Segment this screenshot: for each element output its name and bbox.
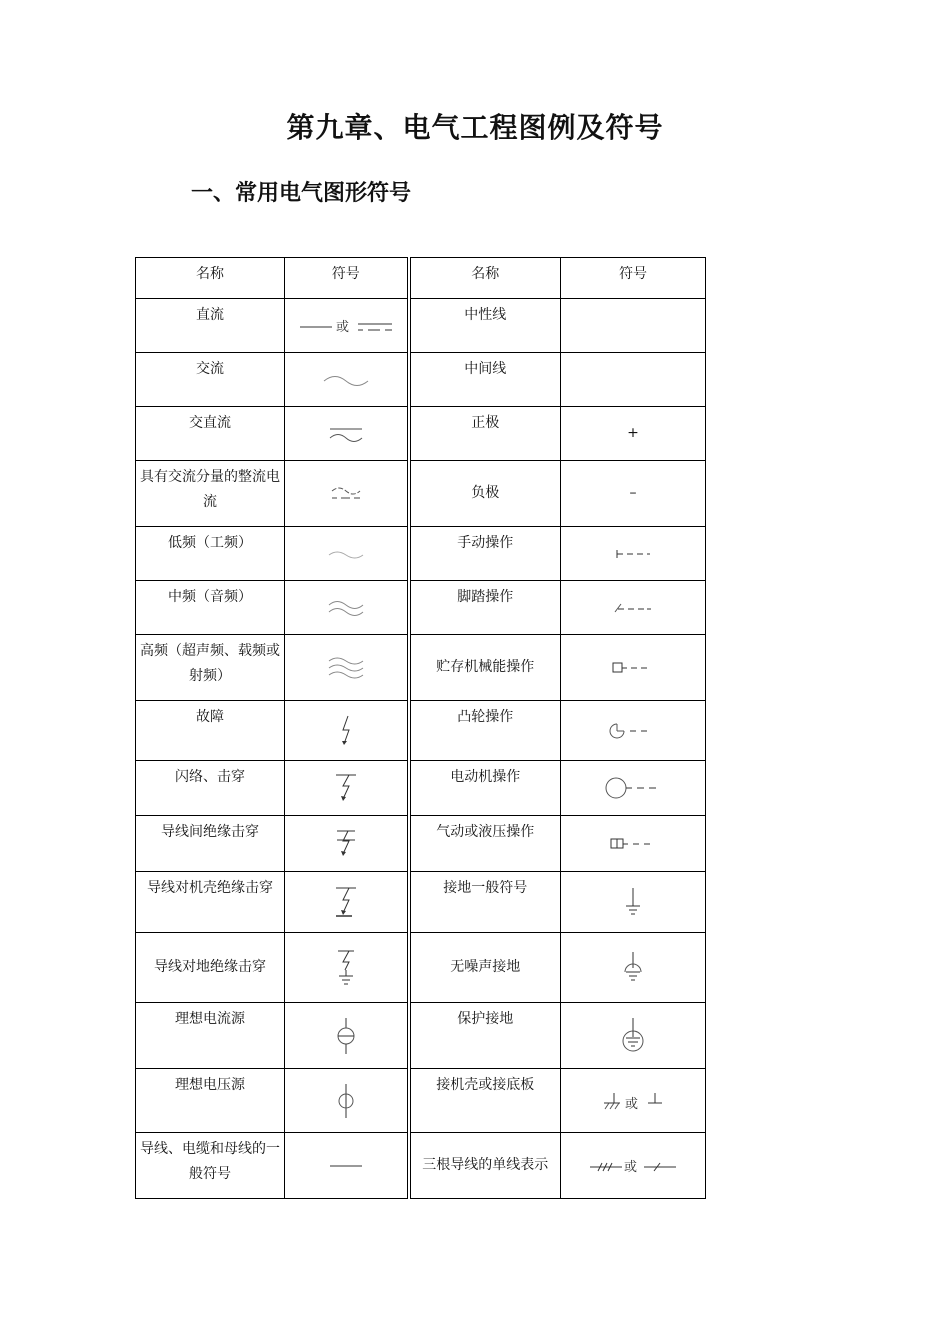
row-name: 导线、电缆和母线的一般符号 bbox=[136, 1133, 285, 1199]
table-row bbox=[136, 1003, 706, 1069]
symbol-cell bbox=[285, 581, 409, 635]
row-name: 电动机操作 bbox=[409, 761, 561, 816]
fault-symbol bbox=[336, 714, 356, 748]
row-name: 无噪声接地 bbox=[409, 933, 561, 1003]
symbol-cell bbox=[285, 1133, 409, 1199]
conductor-general-symbol bbox=[328, 1159, 364, 1173]
row-name: 正极 bbox=[409, 407, 561, 461]
symbol-cell bbox=[561, 1003, 706, 1069]
symbol-cell bbox=[285, 527, 409, 581]
positive-symbol: + bbox=[561, 407, 706, 461]
row-name: 导线对地绝缘击穿 bbox=[136, 933, 285, 1003]
table-row bbox=[136, 635, 706, 701]
row-name: 保护接地 bbox=[409, 1003, 561, 1069]
manual-operation-symbol bbox=[615, 546, 651, 562]
row-name: 脚踏操作 bbox=[409, 581, 561, 635]
row-name: 故障 bbox=[136, 701, 285, 761]
flashover-symbol bbox=[333, 772, 359, 804]
header-name: 名称 bbox=[136, 258, 285, 299]
row-name: 高频（超声频、载频或射频） bbox=[136, 635, 285, 701]
table-row bbox=[136, 407, 706, 461]
symbol-cell bbox=[285, 1069, 409, 1133]
table-row bbox=[136, 761, 706, 816]
table-row bbox=[136, 461, 706, 527]
table-row bbox=[136, 933, 706, 1003]
motor-operation-symbol bbox=[604, 775, 662, 801]
high-frequency-symbol bbox=[326, 655, 366, 681]
symbol-cell bbox=[285, 872, 409, 933]
symbol-cell bbox=[561, 1069, 706, 1133]
cam-operation-symbol bbox=[610, 720, 656, 742]
pneumatic-hydraulic-operation-symbol bbox=[610, 836, 656, 852]
symbol-cell bbox=[285, 816, 409, 872]
row-name: 具有交流分量的整流电流 bbox=[136, 461, 285, 527]
row-name: 交流 bbox=[136, 353, 285, 407]
row-name: 理想电流源 bbox=[136, 1003, 285, 1069]
row-name: 凸轮操作 bbox=[409, 701, 561, 761]
frame-ground-symbol bbox=[600, 1089, 666, 1113]
insulation-breakdown-between-conductors-symbol bbox=[333, 828, 359, 860]
row-name: 负极 bbox=[409, 461, 561, 527]
or-text: 或 bbox=[335, 319, 349, 335]
symbol-cell bbox=[285, 933, 409, 1003]
symbol-cell bbox=[561, 933, 706, 1003]
row-name: 导线间绝缘击穿 bbox=[136, 816, 285, 872]
header-name: 名称 bbox=[409, 258, 561, 299]
row-name: 接机壳或接底板 bbox=[409, 1069, 561, 1133]
page-title: 第九章、电气工程图例及符号 bbox=[286, 111, 664, 144]
symbol-cell bbox=[285, 299, 409, 353]
ac-dc-symbol bbox=[326, 423, 366, 445]
table-row bbox=[136, 872, 706, 933]
table-row bbox=[136, 1069, 706, 1133]
table-row bbox=[136, 816, 706, 872]
symbol-cell bbox=[285, 761, 409, 816]
symbol-cell bbox=[285, 1003, 409, 1069]
protective-ground-icon bbox=[620, 1017, 646, 1055]
direct-current-symbol bbox=[296, 316, 396, 336]
symbol-cell bbox=[561, 353, 706, 407]
table-row bbox=[136, 353, 706, 407]
row-name: 理想电压源 bbox=[136, 1069, 285, 1133]
row-name: 三根导线的单线表示 bbox=[409, 1133, 561, 1199]
table-row bbox=[136, 1133, 706, 1199]
alternating-current-symbol bbox=[321, 370, 371, 390]
symbol-cell bbox=[285, 461, 409, 527]
row-name: 导线对机壳绝缘击穿 bbox=[136, 872, 285, 933]
symbol-cell bbox=[561, 527, 706, 581]
table-header-row bbox=[136, 258, 706, 299]
row-name: 贮存机械能操作 bbox=[409, 635, 561, 701]
symbol-cell bbox=[561, 635, 706, 701]
row-name: 低频（工频） bbox=[136, 527, 285, 581]
or-text: 或 bbox=[624, 1159, 638, 1175]
row-name: 直流 bbox=[136, 299, 285, 353]
symbol-table bbox=[135, 257, 706, 1199]
symbol-cell bbox=[561, 816, 706, 872]
ideal-voltage-source-symbol bbox=[335, 1083, 357, 1119]
ground-icon bbox=[623, 886, 643, 918]
noiseless-ground-icon bbox=[621, 950, 645, 986]
row-name: 手动操作 bbox=[409, 527, 561, 581]
low-frequency-symbol bbox=[326, 546, 366, 562]
symbol-cell bbox=[285, 353, 409, 407]
header-symbol: 符号 bbox=[285, 258, 409, 299]
symbol-cell bbox=[561, 701, 706, 761]
table-row bbox=[136, 299, 706, 353]
section-heading: 一、常用电气图形符号 bbox=[191, 181, 412, 206]
stored-energy-operation-symbol bbox=[612, 660, 654, 676]
symbol-cell bbox=[285, 407, 409, 461]
table-row bbox=[136, 527, 706, 581]
row-name: 接地一般符号 bbox=[409, 872, 561, 933]
breakdown-to-earth-symbol bbox=[334, 948, 358, 988]
symbol-cell bbox=[285, 701, 409, 761]
row-name: 交直流 bbox=[136, 407, 285, 461]
pedal-operation-symbol bbox=[613, 600, 653, 616]
breakdown-to-frame-symbol bbox=[332, 885, 360, 919]
row-name: 气动或液压操作 bbox=[409, 816, 561, 872]
symbol-cell bbox=[561, 872, 706, 933]
symbol-cell bbox=[561, 761, 706, 816]
medium-frequency-symbol bbox=[326, 597, 366, 619]
three-conductors-single-line-symbol bbox=[588, 1155, 678, 1177]
header-symbol: 符号 bbox=[561, 258, 706, 299]
row-name: 中性线 bbox=[409, 299, 561, 353]
or-text: 或 bbox=[625, 1096, 639, 1112]
symbol-cell bbox=[561, 1133, 706, 1199]
rectified-current-symbol bbox=[326, 483, 366, 505]
row-name: 闪络、击穿 bbox=[136, 761, 285, 816]
row-name: 中间线 bbox=[409, 353, 561, 407]
row-name: 中频（音频） bbox=[136, 581, 285, 635]
symbol-cell bbox=[285, 635, 409, 701]
negative-symbol: – bbox=[561, 461, 706, 527]
ideal-current-source-symbol bbox=[335, 1017, 357, 1055]
symbol-cell bbox=[561, 581, 706, 635]
table-row bbox=[136, 581, 706, 635]
symbol-cell bbox=[561, 299, 706, 353]
table-row bbox=[136, 701, 706, 761]
